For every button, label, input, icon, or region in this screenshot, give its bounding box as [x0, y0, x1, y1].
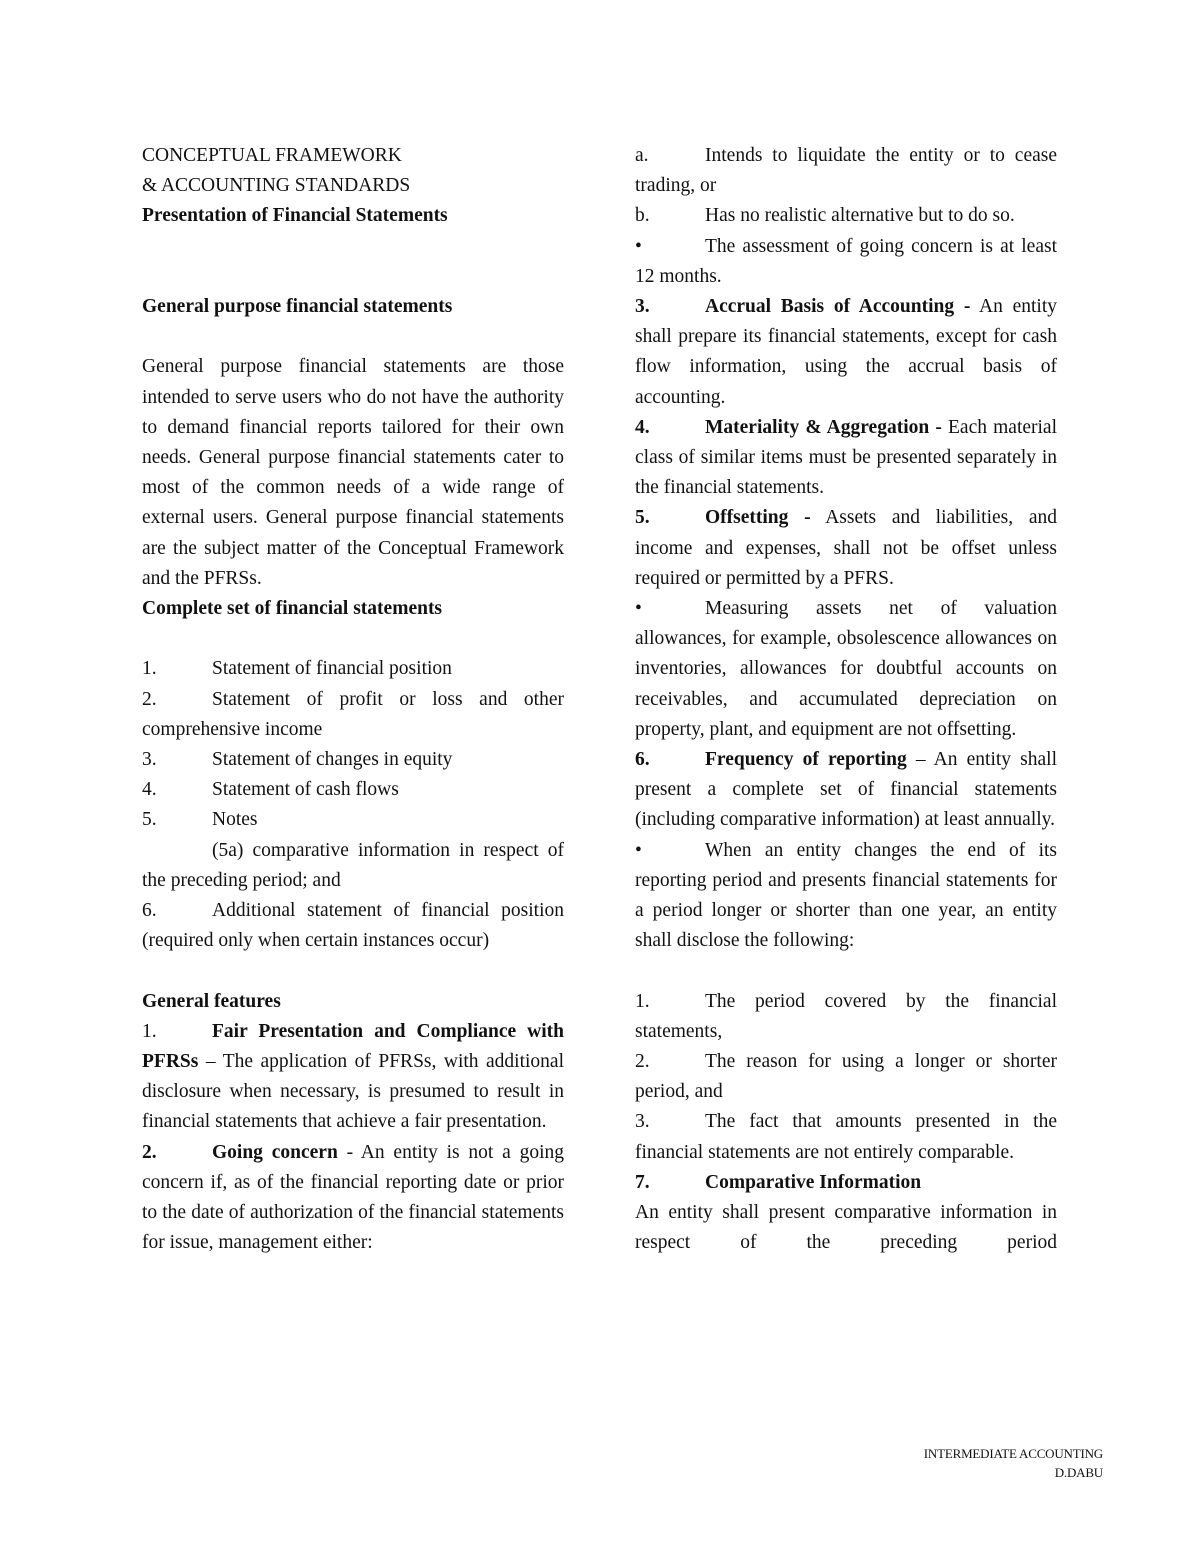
doc-subtitle: Presentation of Financial Statements — [142, 205, 448, 227]
feature-going-concern — [142, 1138, 564, 1259]
sub-item-text: Intends to liquidate the entity or to cease trading, or — [635, 145, 1057, 197]
feature-fair-presentation — [142, 1017, 564, 1138]
left-column — [142, 141, 564, 1258]
sub-item-label: a. — [635, 145, 649, 166]
list-item-number: 1. — [142, 658, 157, 680]
list-item-number: 4. — [142, 779, 157, 801]
feature-text: Assets and liabilities, and income and expenses, shall not be offset unless required or permitted by a PFRS. — [635, 507, 1057, 589]
list-item — [142, 745, 564, 775]
feature-text: – The application of PFRSs, with additional disclosure when necessary, is presumed to result in financial statements that achieve a fair presentation. — [142, 1051, 564, 1133]
list-item-text: Statement of changes in equity — [212, 749, 453, 770]
feature-accrual-basis — [635, 292, 1057, 413]
footer-author: D.DABU — [1054, 1465, 1103, 1480]
feature-title: Comparative Information — [705, 1171, 922, 1193]
doc-title-line2: & ACCOUNTING STANDARDS — [142, 175, 411, 197]
bullet-going-concern-assessment — [635, 232, 1057, 292]
bullet-text: When an entity changes the end of its reporting period and presents financial statements for a period longer or shorter than one year, an entity shall disclose the following: — [635, 839, 1057, 952]
feature-number: 5. — [635, 507, 650, 529]
list-item-text: Additional statement of financial position (required only when certain instances occur) — [142, 900, 564, 952]
footer-course: INTERMEDIATE ACCOUNTING — [923, 1446, 1103, 1461]
feature-text: An entity shall prepare its financial statements, except for cash flow information, using the accrual basis of accounting. — [635, 296, 1057, 408]
list-item-number: 2. — [635, 1051, 650, 1073]
feature-title: Fair Presentation and Compliance with PFRSs — [142, 1020, 564, 1073]
feature-number: 7. — [635, 1171, 650, 1193]
feature-text: Each material class of similar items must be presented separately in the financial statements. — [635, 416, 1057, 499]
list-item — [142, 654, 564, 684]
list-item — [142, 685, 564, 745]
heading-general-purpose: General purpose financial statements — [142, 295, 453, 317]
list-item — [635, 987, 1057, 1047]
list-item-number: 6. — [142, 900, 157, 922]
general-purpose-paragraph: General purpose financial statements are those intended to serve users who do not have the authority to demand financial reports tailored for their own needs. General purpose financial statements cater to most of the common needs of a wide range of external users. General purpose financial statements are the subject matter of the Conceptual Framework and the PFRSs. — [142, 356, 564, 589]
list-item-text: Statement of financial position — [212, 658, 452, 680]
bullet-icon: • — [635, 598, 642, 620]
bullet-offsetting-examples — [635, 594, 1057, 745]
bullet-icon: • — [635, 839, 642, 861]
list-item-text: Notes — [212, 809, 258, 831]
feature-text: - An entity is not a going concern if, as of the financial reporting date or prior to the date of authorization of the financial statements for issue, management either: — [142, 1141, 565, 1254]
feature-text: – An entity shall present a complete set of financial statements (including comparative information) at least annually. — [635, 749, 1057, 831]
list-item — [142, 896, 564, 956]
feature-title: Accrual Basis of Accounting - — [705, 296, 971, 318]
list-item-text: The reason for using a longer or shorter period, and — [635, 1051, 1057, 1103]
feature-text: An entity shall present comparative information in respect of the preceding period — [635, 1202, 1057, 1254]
bullet-text: Measuring assets net of valuation allowances, for example, obsolescence allowances on inventories, allowances for doubtful accounts on receivables, and accumulated depreciation on property, plant, and equipment are not offsetting. — [635, 598, 1057, 740]
list-item-text: Statement of cash flows — [212, 779, 399, 801]
list-item — [635, 1047, 1057, 1107]
list-item-number: 2. — [142, 688, 157, 710]
list-item — [635, 1107, 1057, 1167]
feature-title: Offsetting - — [705, 507, 811, 529]
sub-item-5a: (5a) comparative information in respect of the preceding period; and — [142, 839, 564, 891]
feature-title: Materiality & Aggregation - — [705, 416, 942, 438]
bullet-text: The assessment of going concern is at least 12 months. — [635, 235, 1057, 287]
list-item-number: 3. — [635, 1111, 650, 1133]
heading-complete-set: Complete set of financial statements — [142, 598, 443, 619]
feature-number: 6. — [635, 749, 650, 771]
bullet-period-change — [635, 836, 1057, 957]
feature-number: 2. — [142, 1141, 157, 1163]
list-item-number: 3. — [142, 749, 157, 770]
going-concern-sub-b — [635, 201, 1057, 231]
sub-item-text: Has no realistic alternative but to do so. — [705, 205, 1015, 227]
list-item-text: The period covered by the financial statements, — [635, 990, 1057, 1042]
feature-title: Frequency of reporting — [705, 749, 907, 771]
feature-offsetting — [635, 503, 1057, 594]
heading-general-features: General features — [142, 990, 281, 1012]
feature-number: 4. — [635, 416, 650, 438]
feature-materiality — [635, 413, 1057, 504]
sub-item-label: b. — [635, 205, 650, 227]
feature-frequency — [635, 745, 1057, 836]
list-item-text: Statement of profit or loss and other comprehensive income — [142, 688, 564, 740]
list-item — [142, 805, 564, 835]
bullet-icon: • — [635, 235, 642, 257]
complete-set-list — [142, 654, 564, 956]
list-item-number: 5. — [142, 809, 157, 831]
list-item-number: 1. — [635, 990, 650, 1012]
going-concern-sub-a — [635, 141, 1057, 201]
feature-number: 1. — [142, 1020, 157, 1042]
feature-title: Going concern — [212, 1141, 338, 1163]
right-column — [635, 141, 1057, 1259]
page-footer — [924, 1444, 1103, 1482]
doc-title-line1: CONCEPTUAL FRAMEWORK — [142, 145, 402, 166]
list-item — [142, 775, 564, 805]
feature-comparative — [635, 1168, 1057, 1198]
feature-number: 3. — [635, 296, 650, 318]
disclosure-list — [635, 987, 1057, 1168]
list-item-text: The fact that amounts presented in the financial statements are not entirely comparable. — [635, 1111, 1057, 1163]
